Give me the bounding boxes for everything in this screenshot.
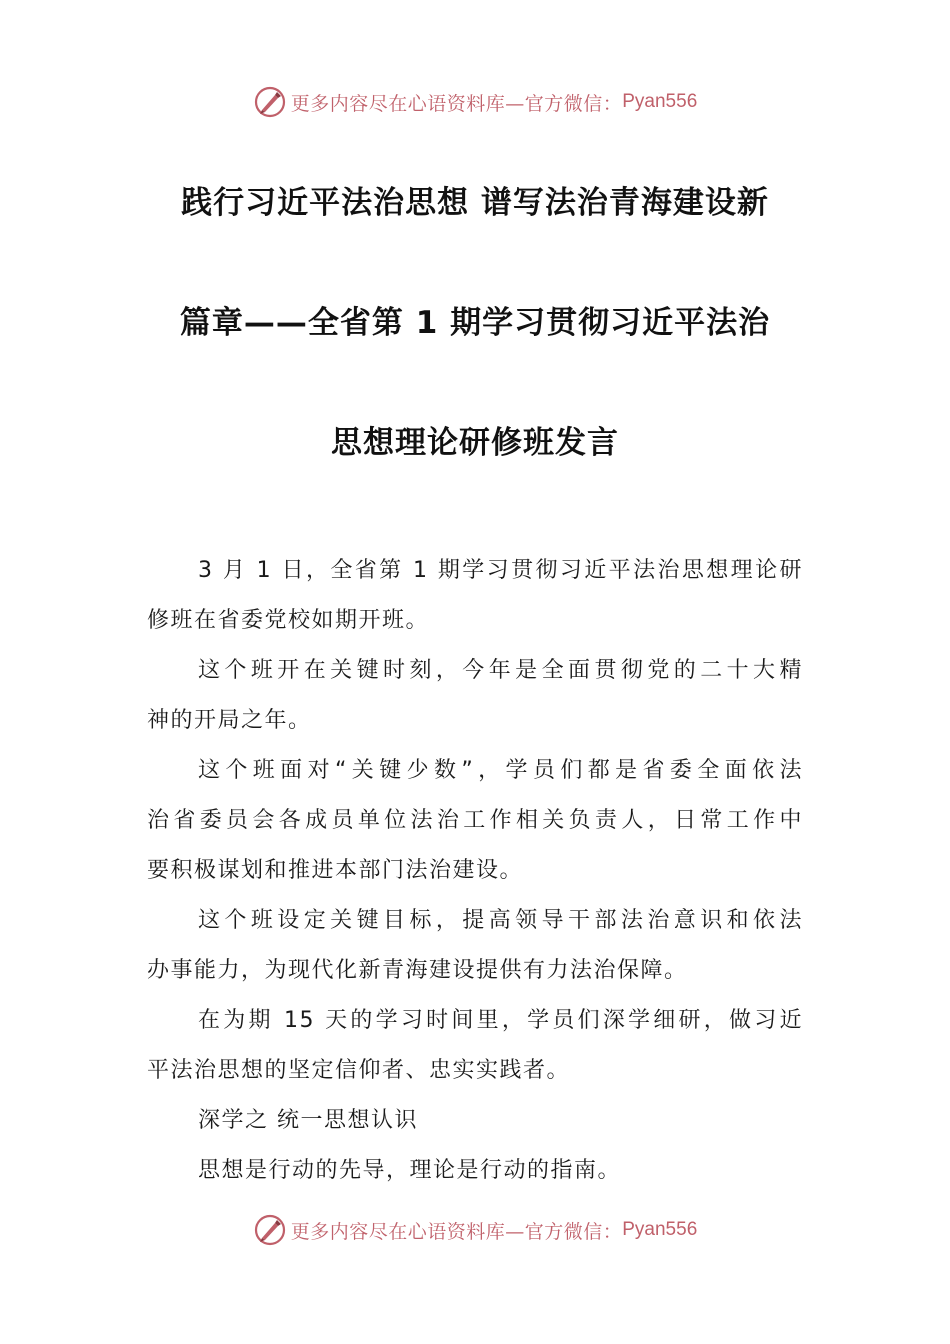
body-line: 办事能力，为现代化新青海建设提供有力法治保障。 xyxy=(147,958,688,983)
body-line: 神的开局之年。 xyxy=(147,708,312,733)
title-line-1: 践行习近平法治思想 谱写法治青海建设新 xyxy=(181,185,769,221)
watermark-banner-bottom xyxy=(0,1210,950,1250)
body-line: 在为期 15 天的学习时间里，学员们深学细研，做习近 xyxy=(198,1008,803,1033)
watermark-text: 更多内容尽在心语资料库—官方微信： xyxy=(290,92,623,115)
watermark-account: Pyan556 xyxy=(622,91,698,112)
pen-logo-icon xyxy=(253,85,287,119)
body-line: 这个班开在关键时刻，今年是全面贯彻党的二十大精 xyxy=(198,658,803,683)
body-line: 平法治思想的坚定信仰者、忠实实践者。 xyxy=(147,1058,571,1083)
title-line-3: 思想理论研修班发言 xyxy=(331,425,619,461)
body-line: 思想是行动的先导，理论是行动的指南。 xyxy=(198,1158,622,1183)
body-line: 要积极谋划和推进本部门法治建设。 xyxy=(147,858,524,883)
body-line: 这个班设定关键目标，提高领导干部法治意识和依法 xyxy=(198,908,803,933)
body-line: 这个班面对“关键少数”，学员们都是省委全面依法 xyxy=(198,758,803,783)
body-line: 3 月 1 日，全省第 1 期学习贯彻习近平法治思想理论研 xyxy=(198,558,803,583)
body-line: 修班在省委党校如期开班。 xyxy=(147,608,430,633)
watermark-text: 更多内容尽在心语资料库—官方微信： xyxy=(290,1220,623,1243)
body-line: 治省委员会各成员单位法治工作相关负责人，日常工作中 xyxy=(147,808,803,833)
title-line-2: 篇章——全省第 1 期学习贯彻习近平法治 xyxy=(179,305,771,341)
watermark-banner-top xyxy=(0,82,950,122)
pen-logo-icon xyxy=(253,1213,287,1247)
section-heading: 深学之 统一思想认识 xyxy=(198,1108,418,1133)
watermark-account: Pyan556 xyxy=(622,1219,698,1240)
